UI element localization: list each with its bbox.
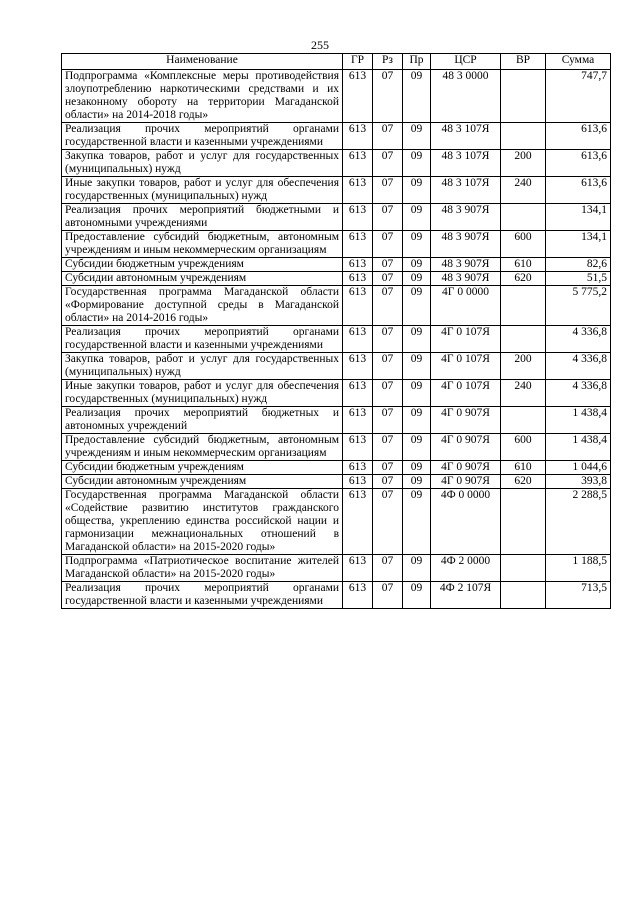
row-gr: 613 xyxy=(343,489,373,555)
row-vr xyxy=(501,326,546,353)
row-vr: 600 xyxy=(501,434,546,461)
row-vr xyxy=(501,407,546,434)
table-row xyxy=(62,177,611,204)
row-gr: 613 xyxy=(343,123,373,150)
row-rz: 07 xyxy=(373,380,403,407)
row-csr: 4Ф 2 107Я xyxy=(431,582,501,609)
row-vr xyxy=(501,489,546,555)
row-rz: 07 xyxy=(373,475,403,489)
row-rz: 07 xyxy=(373,150,403,177)
table-row xyxy=(62,326,611,353)
table-row xyxy=(62,434,611,461)
row-name: Реализация прочих мероприятий бюджетными и автономными учреждениями xyxy=(62,204,343,231)
row-sum: 4 336,8 xyxy=(546,380,611,407)
row-name: Иные закупки товаров, работ и услуг для обеспечения государственных (муниципальных) нужд xyxy=(62,380,343,407)
row-rz: 07 xyxy=(373,204,403,231)
table-row xyxy=(62,475,611,489)
header-sum: Сумма xyxy=(546,54,611,70)
table-row xyxy=(62,123,611,150)
row-vr: 200 xyxy=(501,353,546,380)
row-rz: 07 xyxy=(373,70,403,123)
row-name: Подпрограмма «Комплексные меры противодействия злоупотреблению наркотическими средствами и их незаконному обороту на территории Магаданской области» на 2014-2018 годы» xyxy=(62,70,343,123)
row-pr: 09 xyxy=(403,475,431,489)
row-rz: 07 xyxy=(373,489,403,555)
row-pr: 09 xyxy=(403,70,431,123)
row-sum: 51,5 xyxy=(546,272,611,286)
row-sum: 4 336,8 xyxy=(546,326,611,353)
row-csr: 4Г 0 907Я xyxy=(431,461,501,475)
row-csr: 48 3 907Я xyxy=(431,231,501,258)
row-pr: 09 xyxy=(403,555,431,582)
row-gr: 613 xyxy=(343,434,373,461)
row-sum: 393,8 xyxy=(546,475,611,489)
row-csr: 48 3 907Я xyxy=(431,204,501,231)
row-pr: 09 xyxy=(403,461,431,475)
row-rz: 07 xyxy=(373,461,403,475)
row-sum: 613,6 xyxy=(546,123,611,150)
table-row xyxy=(62,258,611,272)
row-vr: 610 xyxy=(501,258,546,272)
table-row xyxy=(62,150,611,177)
row-sum: 1 188,5 xyxy=(546,555,611,582)
row-name: Подпрограмма «Патриотическое воспитание жителей Магаданской области» на 2015-2020 годы» xyxy=(62,555,343,582)
row-vr xyxy=(501,70,546,123)
row-sum: 1 438,4 xyxy=(546,407,611,434)
row-pr: 09 xyxy=(403,150,431,177)
row-gr: 613 xyxy=(343,353,373,380)
row-gr: 613 xyxy=(343,286,373,326)
row-sum: 613,6 xyxy=(546,177,611,204)
row-name: Субсидии автономным учреждениям xyxy=(62,475,343,489)
row-sum: 134,1 xyxy=(546,204,611,231)
row-csr: 48 3 107Я xyxy=(431,177,501,204)
row-csr: 4Г 0 107Я xyxy=(431,353,501,380)
row-rz: 07 xyxy=(373,326,403,353)
row-csr: 4Г 0 907Я xyxy=(431,434,501,461)
row-gr: 613 xyxy=(343,272,373,286)
row-csr: 4Г 0 907Я xyxy=(431,407,501,434)
row-sum: 5 775,2 xyxy=(546,286,611,326)
row-rz: 07 xyxy=(373,177,403,204)
row-vr xyxy=(501,555,546,582)
row-name: Реализация прочих мероприятий органами государственной власти и казенными учреждениями xyxy=(62,326,343,353)
row-csr: 48 3 907Я xyxy=(431,272,501,286)
row-pr: 09 xyxy=(403,407,431,434)
row-vr: 240 xyxy=(501,177,546,204)
row-vr: 610 xyxy=(501,461,546,475)
row-sum: 1 044,6 xyxy=(546,461,611,475)
row-vr xyxy=(501,286,546,326)
row-pr: 09 xyxy=(403,326,431,353)
row-gr: 613 xyxy=(343,70,373,123)
row-name: Иные закупки товаров, работ и услуг для обеспечения государственных (муниципальных) нужд xyxy=(62,177,343,204)
table-row xyxy=(62,70,611,123)
row-pr: 09 xyxy=(403,177,431,204)
row-sum: 134,1 xyxy=(546,231,611,258)
row-sum: 1 438,4 xyxy=(546,434,611,461)
table-row xyxy=(62,407,611,434)
row-rz: 07 xyxy=(373,582,403,609)
row-sum: 2 288,5 xyxy=(546,489,611,555)
row-csr: 4Г 0 107Я xyxy=(431,380,501,407)
row-csr: 4Ф 0 0000 xyxy=(431,489,501,555)
row-vr: 620 xyxy=(501,475,546,489)
row-gr: 613 xyxy=(343,150,373,177)
table-row xyxy=(62,489,611,555)
row-gr: 613 xyxy=(343,461,373,475)
row-rz: 07 xyxy=(373,434,403,461)
row-sum: 713,5 xyxy=(546,582,611,609)
row-csr: 4Г 0 0000 xyxy=(431,286,501,326)
row-name: Государственная программа Магаданской области «Содействие развитию институтов гражданского общества, укреплению единства российской нации и гармонизации межнациональных отношений в Магаданской области» на 2015-2020 годы» xyxy=(62,489,343,555)
row-gr: 613 xyxy=(343,326,373,353)
row-pr: 09 xyxy=(403,380,431,407)
row-sum: 4 336,8 xyxy=(546,353,611,380)
row-csr: 48 3 907Я xyxy=(431,258,501,272)
row-csr: 48 3 107Я xyxy=(431,123,501,150)
table-row xyxy=(62,231,611,258)
row-rz: 07 xyxy=(373,407,403,434)
row-vr xyxy=(501,204,546,231)
budget-table xyxy=(61,53,611,609)
row-rz: 07 xyxy=(373,258,403,272)
row-csr: 4Ф 2 0000 xyxy=(431,555,501,582)
row-gr: 613 xyxy=(343,380,373,407)
row-pr: 09 xyxy=(403,123,431,150)
row-vr: 600 xyxy=(501,231,546,258)
header-rz: Рз xyxy=(373,54,403,70)
row-rz: 07 xyxy=(373,353,403,380)
header-gr: ГР xyxy=(343,54,373,70)
row-rz: 07 xyxy=(373,286,403,326)
row-name: Субсидии бюджетным учреждениям xyxy=(62,258,343,272)
table-row xyxy=(62,286,611,326)
row-name: Реализация прочих мероприятий бюджетных и автономных учреждений xyxy=(62,407,343,434)
row-name: Субсидии автономным учреждениям xyxy=(62,272,343,286)
row-pr: 09 xyxy=(403,258,431,272)
row-csr: 48 3 107Я xyxy=(431,150,501,177)
row-vr: 200 xyxy=(501,150,546,177)
row-sum: 613,6 xyxy=(546,150,611,177)
row-pr: 09 xyxy=(403,231,431,258)
row-pr: 09 xyxy=(403,286,431,326)
row-pr: 09 xyxy=(403,204,431,231)
row-vr: 620 xyxy=(501,272,546,286)
row-gr: 613 xyxy=(343,582,373,609)
row-rz: 07 xyxy=(373,231,403,258)
row-rz: 07 xyxy=(373,123,403,150)
row-gr: 613 xyxy=(343,177,373,204)
row-vr xyxy=(501,123,546,150)
row-gr: 613 xyxy=(343,407,373,434)
header-csr: ЦСР xyxy=(431,54,501,70)
row-rz: 07 xyxy=(373,272,403,286)
row-vr xyxy=(501,582,546,609)
row-rz: 07 xyxy=(373,555,403,582)
row-pr: 09 xyxy=(403,353,431,380)
row-gr: 613 xyxy=(343,231,373,258)
row-gr: 613 xyxy=(343,555,373,582)
row-name: Предоставление субсидий бюджетным, автономным учреждениям и иным некоммерческим организациям xyxy=(62,434,343,461)
row-pr: 09 xyxy=(403,272,431,286)
row-pr: 09 xyxy=(403,489,431,555)
row-csr: 4Г 0 907Я xyxy=(431,475,501,489)
row-name: Субсидии бюджетным учреждениям xyxy=(62,461,343,475)
header-name: Наименование xyxy=(62,54,343,70)
row-name: Государственная программа Магаданской области «Формирование доступной среды в Магаданской области» на 2014-2016 годы» xyxy=(62,286,343,326)
header-pr: Пр xyxy=(403,54,431,70)
row-sum: 747,7 xyxy=(546,70,611,123)
table-row xyxy=(62,582,611,609)
row-gr: 613 xyxy=(343,204,373,231)
row-gr: 613 xyxy=(343,258,373,272)
row-name: Закупка товаров, работ и услуг для государственных (муниципальных) нужд xyxy=(62,353,343,380)
row-pr: 09 xyxy=(403,434,431,461)
header-row xyxy=(62,54,611,70)
table-row xyxy=(62,380,611,407)
header-vr: ВР xyxy=(501,54,546,70)
table-row xyxy=(62,555,611,582)
row-name: Предоставление субсидий бюджетным, автономным учреждениям и иным некоммерческим организациям xyxy=(62,231,343,258)
page-number: 255 xyxy=(311,38,329,52)
table-row xyxy=(62,461,611,475)
row-vr: 240 xyxy=(501,380,546,407)
row-sum: 82,6 xyxy=(546,258,611,272)
table-row xyxy=(62,272,611,286)
row-pr: 09 xyxy=(403,582,431,609)
row-csr: 48 3 0000 xyxy=(431,70,501,123)
row-name: Реализация прочих мероприятий органами государственной власти и казенными учреждениями xyxy=(62,123,343,150)
table-row xyxy=(62,204,611,231)
row-name: Реализация прочих мероприятий органами государственной власти и казенными учреждениями xyxy=(62,582,343,609)
row-csr: 4Г 0 107Я xyxy=(431,326,501,353)
row-gr: 613 xyxy=(343,475,373,489)
table-row xyxy=(62,353,611,380)
row-name: Закупка товаров, работ и услуг для государственных (муниципальных) нужд xyxy=(62,150,343,177)
